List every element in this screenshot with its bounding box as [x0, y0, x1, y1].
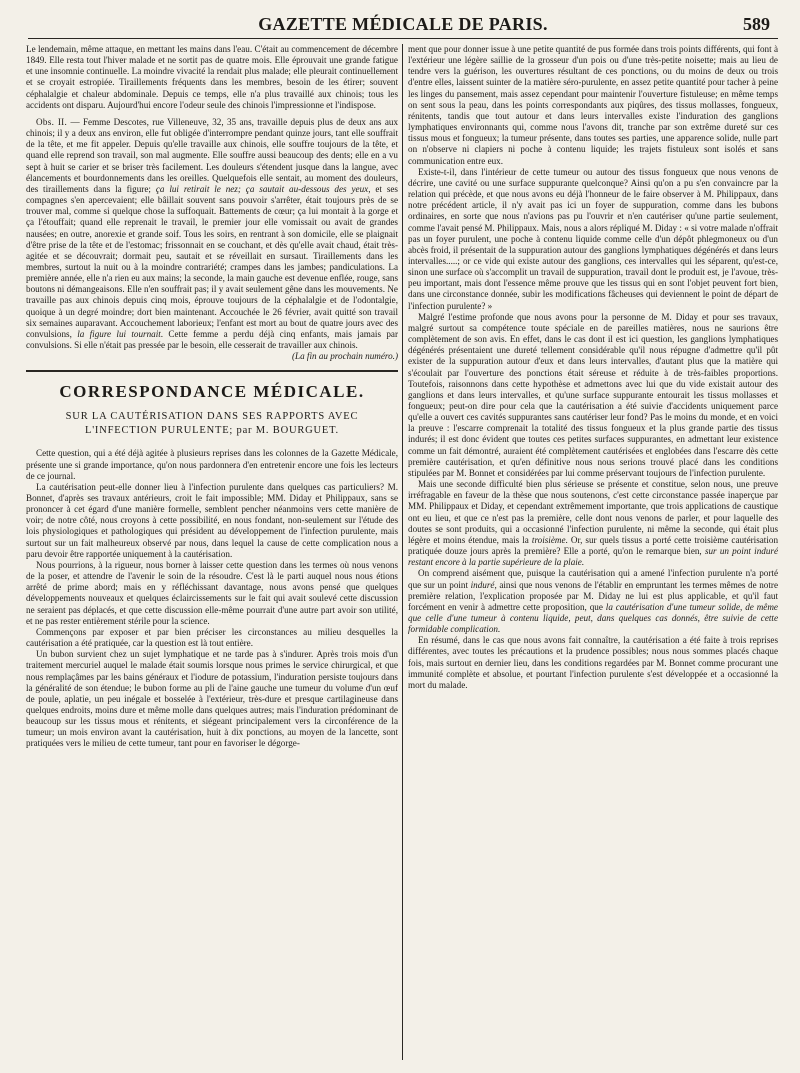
right-paragraph-5-text-b: , ainsi que nous venons de l'établir en empruntant les termes mêmes de notre première relation, l'explication proposée par M. Diday ne lui est plus applicable, et qu'il faut forcément en venir à admettre cette proposition, que: [408, 579, 778, 612]
right-paragraph-5-text-a: On comprend aisément que, puisque la cautérisation qui a amené l'infection purulente n'a porté que sur un point: [408, 568, 778, 590]
column-divider: [402, 44, 403, 1060]
observation-two-quote-2: la figure lui tournait: [77, 328, 161, 339]
right-paragraph-4: [408, 479, 778, 568]
page-header: [28, 12, 778, 39]
right-paragraph-4-emphasis-1: troisième: [531, 534, 566, 545]
continued-notice: (La fin au prochain numéro.): [291, 351, 398, 362]
right-paragraph-5-emphasis-1: induré: [470, 579, 495, 590]
right-paragraph-4-text-b: . Or, sur quels tissus a porté cette troisième cautérisation pratiquée douze jours après la première? Elle a porté, qu'on le remarque bien,: [408, 534, 778, 557]
article-paragraph-5: Un bubon survient chez un sujet lymphatique et ne tarde pas à s'indurer. Après trois mois d'un traitement mercuriel auquel le malade était soumis lorsque nous primes le service chirurgical, et que nous remplaçâmes par les bains généraux et l'iodure de potassium, l'induration persiste toujours dans la généralité de son étendue; le bubon forme au pli de l'aine gauche une tumeur du volume d'un œuf de poule, aplatie, un peu inégale et bosselée à l'extérieur, très-dure et presque cartilagineuse dans quelques endroits, moins dure et même molle dans quelques autres; mais l'induration prédominant de beaucoup sur les tissus mous et rénitents, et siégeant principalement vers la circonférence de la tumeur; un mois environ avant la cautérisation, huit à dix ponctions, au moyen de la lancette, sont pratiquées vers le milieu de cette tumeur, tant pour en favoriser le dégorge-: [26, 649, 398, 749]
right-paragraph-5: [408, 568, 778, 635]
right-paragraph-5-emphasis-2: la cautérisation d'une tumeur solide, de même que celle d'une tumeur à contenu liquide, peut, dans quelques cas donnés, être suivie de cette formidable complication.: [408, 601, 778, 635]
case-one-continuation: Le lendemain, même attaque, en mettant les mains dans l'eau. C'était au commencement de décembre 1849. Elle resta tout l'hiver malade et ne sortit pas de quatre mois. Elle éprouvait une grande fatigue et une insomnie continuelle. La moindre vivacité la rendait plus malade; elle pleurait continuellement et se croyait estropiée. Tiraillements fréquents dans les membres, besoin de les étirer; souvent céphalalgie et chaleur abdominale. Depuis ce temps, elle n'a plus travaillé aux chinois; tous les accidents ont disparu. Aujourd'hui encore l'odeur seule des chinois l'impressionne et l'indispose.: [26, 44, 398, 110]
right-paragraph-4-text-a: Mais une seconde difficulté bien plus sérieuse se présente et constitue, selon nous, une preuve irréfragable en faveur de la thèse que nous soutenons, c'est cette circonstance passée inaperçue par MM. Philippaux et Diday, et cependant extrêmement importante, que trois applications de caustique ont eu lieu, et que ce n'est pas la première, celle dont nous venons de parler, et pour laquelle des doutes se sont produits, qui a occasionné l'infection purulente, ni même la seconde, qui était plus légère et moins étendue, mais la: [408, 479, 778, 545]
section-divider: [26, 370, 398, 372]
left-column: [26, 44, 398, 1062]
right-paragraph-6: En résumé, dans le cas que nous avons fait connaître, la cautérisation a été faite à trois reprises différentes, avec toutes les précautions et la prudence possibles; nous nous sommes placés chaque fois, mais surtout en dernier lieu, dans les conditions regardées par M. Bonnet comme procurant une immunité complète et absolue, et pourtant l'infection purulente s'est développée et a occasionné la mort du malade.: [408, 635, 778, 690]
right-column: [408, 44, 778, 1062]
right-paragraph-3: Malgré l'estime profonde que nous avons pour la personne de M. Diday et pour ses travaux, malgré surtout sa compétence toute spéciale en de pareilles matières, nous ne saurions être complètement de son avis. En effet, dans le cas dont il est ici question, les ganglions lymphatiques dégénérés présentaient une dureté tellement considérable qu'il nous répugne d'admettre qu'il pût exister de la suppuration autour d'eux et dans leurs intervalles, d'autant plus que la matière qui s'écoulait par l'ouverture des ponctions était séreuse et réduite à de très-faibles proportions. Toutefois, raisonnons dans cette hypothèse et admettons avec lui que du vide existait autour des ganglions et dans leurs intervalles, et qu'une surface suppurante entourait les tissus mollasses et fongueux; peut-on dire pour cela que la cautérisation a été suivie d'accidents uniquement parce qu'elle a ouvert ces cavités suppurantes sans cautériser leur fond? Pas le moins du monde, et en voici la preuve : l'escarre comprenait la totalité des tissus fongueux et la plus grande partie des tissus indurés; il est donc évident que toutes ces petites surfaces suppurantes, en admettant leur existence comme un fait démontré, auraient été complètement cautérisées et englobées dans l'escarre dès cette première cautérisation, et qu'en définitive nous nous serions trouvé placé dans les conditions stipulées par M. Bonnet et considérées par lui comme préservant toujours de l'infection purulente.: [408, 311, 778, 478]
observation-two-text-c: . Cette femme a perdu déjà cinq enfants, mais jamais par convulsions. Si elle n'était pas pressée par le besoin, elle cesserait de travailler aux chinois.: [26, 328, 398, 351]
article-paragraph-3: Nous pourrions, à la rigueur, nous borner à laisser cette question dans les termes où nous venons de la poser, et attendre de l'avenir le soin de la résoudre. C'est là le parti auquel nous nous étions arrêté de prime abord; mais en y réfléchissant davantage, nous avons pensé que quelques développements nouveaux et quelques éclaircissements sur le fait qui avait soulevé cette discussion ne seraient pas déplacés, et que cette discussion elle-même pourrait d'une autre part avoir son utilité, et ne pas rester entièrement stérile pour la science.: [26, 559, 398, 626]
observation-two: [26, 117, 398, 351]
observation-two-quote-1: ça lui retirait le nez; ça sautait au-dessous des yeux: [155, 183, 369, 194]
observation-two-text-a: — Femme Descotes, rue Villeneuve, 32, 35 ans, travaille depuis plus de deux ans aux chinois; il y a deux ans environ, elle fut obligée d'interrompre pendant quinze jours, tant elle souffrait de la tête, et me fit appeler. Depuis qu'elle travaille aux chinois, elle souffre toujours de la tête, et quand elle reprend son travail, son mal augmente. Elle souffre aussi beaucoup des dents; elle en a vu sept à huit se carier et se briser très facilement. Les douleurs s'étendent jusque dans la langue, avec élancements et bourdonnements dans les oreilles. Quelquefois elle sentait, au moment des douleurs, des tiraillements dans la figure;: [26, 116, 398, 194]
observation-two-text-b: , et ses compagnes s'en apercevaient; elle bâillait souvent sans pouvoir s'arrêter, était toujours près de se trouver mal, comme si quelque chose la suffoquait. Battements de cœur; ça lui montait à la gorge et ça l'étouffait; quand elle reprenait le travail, le premier jour elle vomissait ou avait de grandes nausées; en outre, anorexie et grande soif. Tous les soirs, en rentrant à son domicile, elle se plaignait d'être prise de la tête et de l'estomac; frissonnait en se couchant, et dès qu'elle avait chaud, était très-agitée et se découvrait; dormait peu, sautait et se réveillait en sursaut. Tiraillements dans les membres, surtout la nuit ou à la moindre contrariété; crampes dans les jambes; pandiculations. La première année, elle n'a rien eu aux mains; la seconde, la main gauche est devenue enflée, rouge, sans boutons ni démangeaisons. Elle n'en souffrait pas; il y avait seulement gêne dans les mouvements. Ne travaille pas aux chinois depuis cinq mois, éprouve toujours de la céphalalgie et de l'odontalgie, quoique à un degré moindre; dort bien maintenant. Accouchée le 26 février, avait quitté son travail six semaines auparavant. Accouchement laborieux; l'enfant est mort au bout de quatre jours avec des convulsions,: [26, 183, 398, 339]
page-number: 589: [743, 14, 770, 34]
right-paragraph-2: Existe-t-il, dans l'intérieur de cette tumeur ou autour des tissus fongueux que nous venons de décrire, une cavité ou une surface suppurante quelconque? Ainsi qu'on a pu s'en convaincre par la relation qui précède, et que nous avons eu déjà l'honneur de le faire observer à M. Philippaux, dans notre précédent article, il n'y avait pas ici un foyer de suppuration, comme dans les bubons ordinaires, en sorte que nous n'avions pas pu l'ouvrir et n'en cautériser qu'une partie seulement, comme l'avait pensé M. Philippaux. Mais, nous a alors répliqué M. Diday : « si votre malade n'offrait pas un foyer purulent, une poche à contenu liquide comme celle d'un dépôt phlegmoneux ou d'un abcès froid, il présentait de la suppuration autour des ganglions lymphatiques dégénérés et dans leurs intervalles.....; or ce vide qui existe autour des ganglions, ces intervalles qui les séparent, qu'est-ce, sinon une surface où s'accomplit un travail de suppuration, travail dont le produit est, je l'avoue, très-peu important, mais dont l'essence même prouve que les tissus qui en sont l'objet peuvent fort bien, dans une circonstance donnée, subir les modifications fâcheuses qui deviennent le point de départ de l'infection purulente? »: [408, 166, 778, 311]
article-title: SUR LA CAUTÉRISATION DANS SES RAPPORTS AVEC L'INFECTION PURULENTE; par M. BOURGUET.: [65, 411, 359, 437]
article-paragraph-1: Cette question, qui a été déjà agitée à plusieurs reprises dans les colonnes de la Gazette Médicale, présente une si grande importance, qu'on nous pardonnera d'en entretenir encore une fois les lecteurs de ce journal.: [26, 448, 398, 481]
article-paragraph-2: La cautérisation peut-elle donner lieu à l'infection purulente dans quelques cas particuliers? M. Bonnet, d'après ses travaux antérieurs, croit le fait impossible; MM. Diday et Philippaux, sans se prononcer à cet égard d'une manière formelle, semblent pencher néanmoins vers cette manière de voir; de notre côté, nous croyons à cette possibilité, en nous fondant, non-seulement sur l'étude des lois physiologiques et pathologiques qui président au développement de l'infection purulente, mais surtout sur un fait malheureux observé par nous, dans lequel la cause de cette complication nous a paru devoir être rapportée uniquement à la cautérisation.: [26, 481, 398, 559]
journal-title: GAZETTE MÉDICALE DE PARIS.: [258, 14, 548, 34]
right-paragraph-4-emphasis-2: sur un point induré restant encore à la partie supérieure de la plaie.: [408, 546, 778, 568]
article-paragraph-4: Commençons par exposer et par bien préciser les circonstances au milieu desquelles la cautérisation a été pratiquée, car la question est là tout entière.: [26, 626, 398, 649]
section-title: CORRESPONDANCE MÉDICALE.: [59, 382, 365, 402]
observation-label: Obs. II.: [36, 116, 68, 127]
right-paragraph-1: ment que pour donner issue à une petite quantité de pus formée dans trois points différents, qui font à l'extérieur une légère saillie de la grosseur d'un pois ou d'une très-petite noisette; mais au lieu de tendre vers la guérison, les ouvertures résultant de ces ponctions, ou du moins de deux ou trois d'entre elles, laissent suinter de la matière séro-purulente, en assez petite quantité pour tacher à peine les linges du pansement, mais assez cependant pour maintenir l'ouverture fistuleuse; en même temps on sent sous la peau, dans les points correspondants aux piqûres, des tissus mollasses, fongueux, rénitents, tandis que tout autour et dans leurs intervalles existe l'induration des ganglions lymphatiques environnants qui, comme nous l'avons dit, tranche par son extrême dureté sur ces tissus mous et fongueux; la tumeur présente, dans toutes ses parties, une apparence solide, nulle part on n'observe ni clapiers ni poche à contenu liquide; les trajets fistuleux sont isolés et sans communication entre eux.: [408, 44, 778, 166]
